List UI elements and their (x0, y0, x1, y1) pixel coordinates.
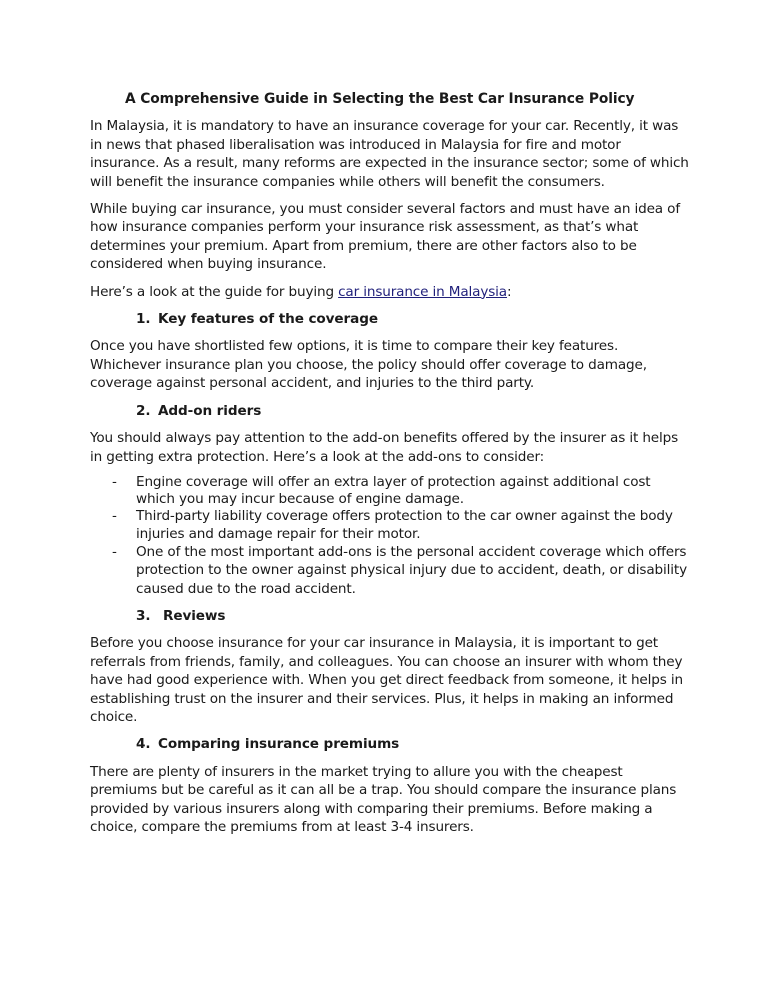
intro-paragraph: While buying car insurance, you must consider several factors and must have an idea of how insurance companies perform your insurance risk assessment, as that’s what determines your premium. Apart from premium, there are other factors also to be considered when buying insurance. (90, 201, 680, 273)
list-item (90, 474, 690, 508)
section-heading-text: Key features of the coverage (158, 311, 378, 328)
section-heading-text: Reviews (163, 607, 226, 624)
section-number: 1. (136, 311, 151, 328)
intro-paragraph: In Malaysia, it is mandatory to have an insurance coverage for your car. Recently, it was in news that phased liberalisation was introduced in Malaysia for fire and motor insurance. As a result, many reforms are expected in the insurance sector; some of which will benefit the insurance companies while others will benefit the consumers. (90, 118, 689, 190)
document-title: A Comprehensive Guide in Selecting the Best Car Insurance Policy (125, 91, 635, 107)
section-number: 3. (136, 607, 151, 624)
dash-bullet-icon: - (112, 473, 117, 490)
section-heading-text: Add-on riders (158, 402, 262, 419)
section-heading-add-on-riders (136, 402, 690, 420)
document-page (90, 90, 690, 845)
section-heading-text: Comparing insurance premiums (158, 736, 400, 753)
add-on-list (90, 474, 690, 598)
dash-bullet-icon: - (112, 508, 117, 525)
section-body: You should always pay attention to the add-on benefits offered by the insurer as it helps in getting extra protection. Here’s a look at the add-ons to consider: (90, 430, 679, 465)
section-body: Before you choose insurance for your car insurance in Malaysia, it is important to get referrals from friends, family, and colleagues. You can choose an insurer with whom they have had good experience with. When you get direct feedback from someone, it helps in establishing trust on the insurer and their services. Plus, it helps in making an informed choice. (90, 635, 683, 725)
list-item-text: Engine coverage will offer an extra layer of protection against additional cost which you may incur because of engine damage. (136, 473, 651, 508)
list-item (90, 543, 690, 598)
section-heading-reviews (136, 607, 690, 625)
guide-intro-text: Here’s a look at the guide for buying (90, 283, 339, 300)
section-heading-comparing-premiums (136, 735, 690, 753)
list-item-text: Third-party liability coverage offers protection to the car owner against the body injuries and damage repair for their motor. (136, 508, 673, 542)
section-number: 4. (136, 736, 151, 753)
guide-intro-colon: : (506, 283, 512, 300)
list-item (90, 508, 690, 542)
list-item-text: One of the most important add-ons is the personal accident coverage which offers protection to the owner against physical injury due to accident, death, or disability caused due to the road accident. (136, 543, 687, 597)
guide-intro-paragraph (90, 283, 690, 301)
section-number: 2. (136, 402, 151, 419)
dash-bullet-icon: - (112, 543, 117, 560)
section-body: There are plenty of insurers in the market trying to allure you with the cheapest premiums but be careful as it can all be a trap. You should compare the insurance plans provided by various insurers along with comparing their premiums. Before making a choice, compare the premiums from at least 3-4 insurers. (90, 763, 677, 835)
section-body: Once you have shortlisted few options, it is time to compare their key features. Whichever insurance plan you choose, the policy should offer coverage to damage, coverage against personal accident, and injuries to the third party. (90, 338, 647, 392)
section-heading-key-features (136, 310, 690, 328)
car-insurance-malaysia-link[interactable]: car insurance in Malaysia (338, 283, 507, 300)
